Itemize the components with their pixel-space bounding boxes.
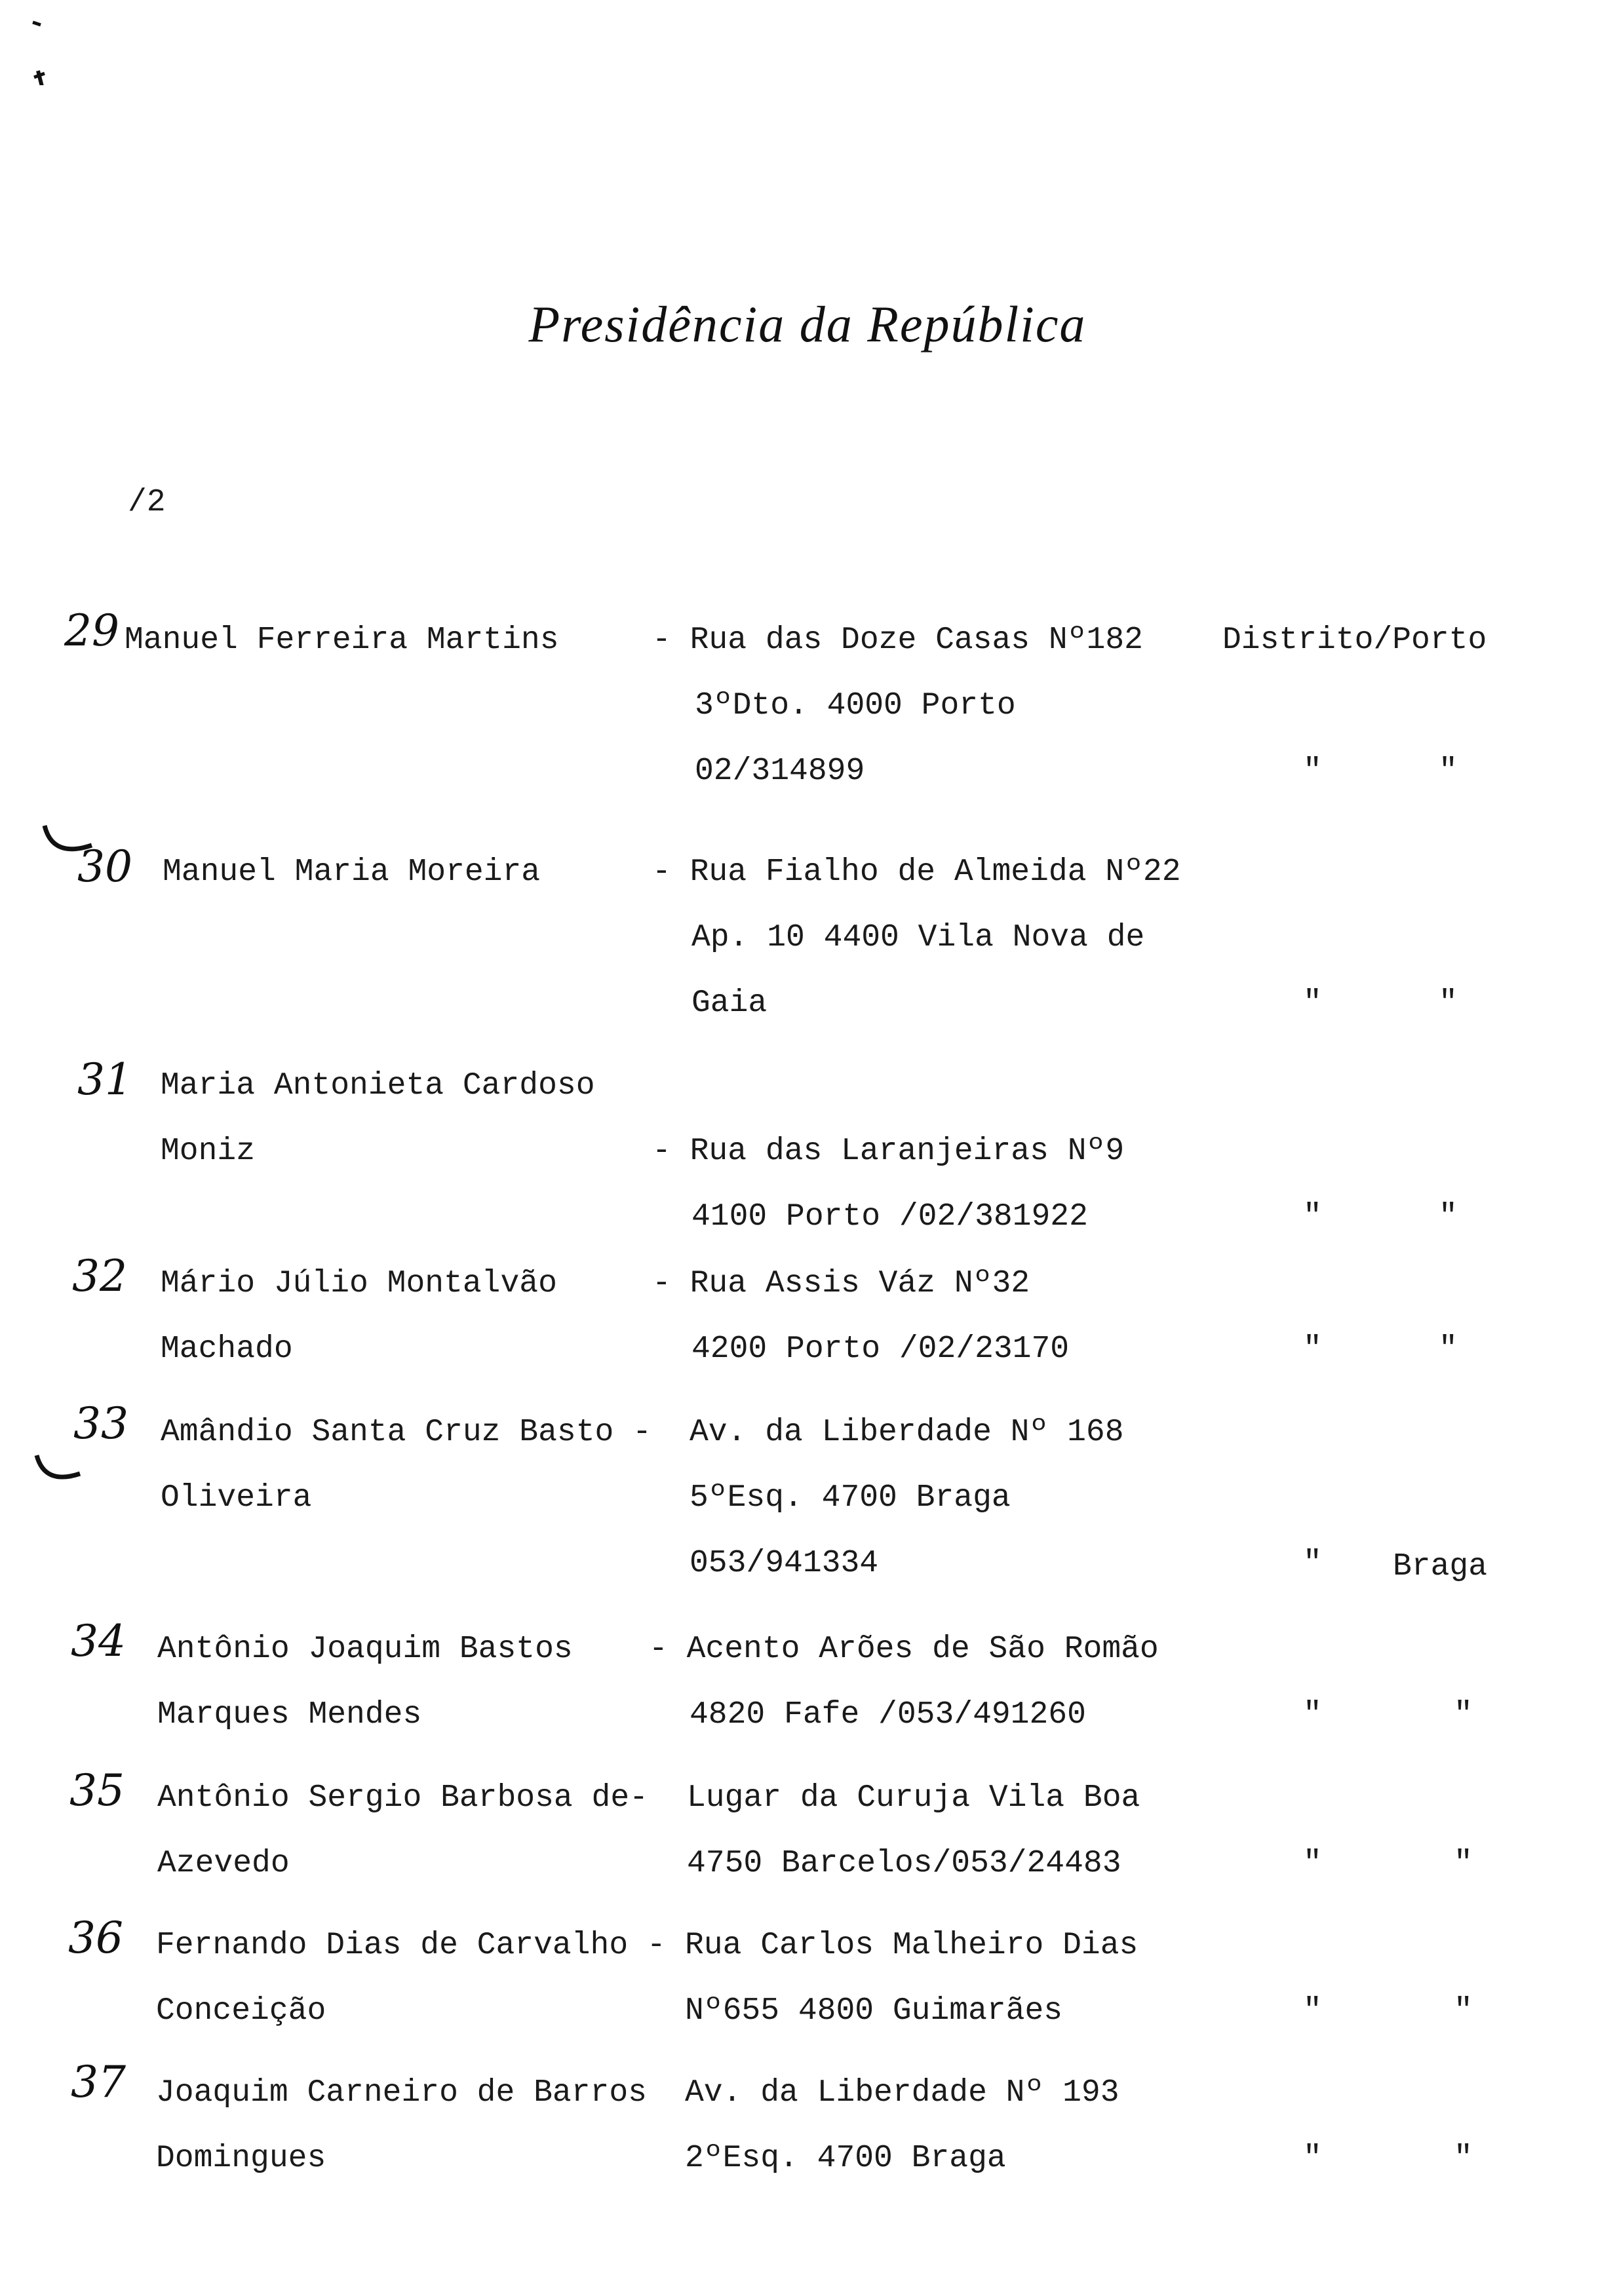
- ditto-mark: ": [1439, 1199, 1458, 1234]
- ditto-mark: ": [1303, 1993, 1322, 2029]
- entry-address-line: - Rua Fialho de Almeida Nº22: [652, 854, 1181, 890]
- entry-address-line: 4820 Fafe /053/491260: [690, 1697, 1086, 1732]
- page-number: /2: [128, 485, 166, 520]
- ditto-mark: ": [1303, 1331, 1322, 1367]
- entry-name-line: Mário Júlio Montalvão: [161, 1266, 557, 1301]
- entry-district: Braga: [1393, 1549, 1488, 1584]
- entry-number: 32: [72, 1251, 127, 1301]
- entry-name-line: Marques Mendes: [157, 1697, 422, 1732]
- entry-address-line: - Rua Assis Váz Nº32: [652, 1266, 1030, 1301]
- entry-address-line: - Rua das Doze Casas Nº182: [652, 622, 1143, 658]
- ditto-mark: ": [1439, 985, 1458, 1021]
- letterhead-title: Presidência da República: [528, 296, 1087, 353]
- entry-address-line: 5ºEsq. 4700 Braga: [690, 1480, 1011, 1516]
- ditto-mark: ": [1303, 1546, 1322, 1581]
- ditto-mark: ": [1303, 2141, 1322, 2176]
- checkmark-icon: [33, 1445, 85, 1491]
- entry-name-line: Manuel Maria Moreira: [163, 854, 541, 890]
- ditto-mark: ": [1439, 1331, 1458, 1367]
- entry-name-line: Antônio Sergio Barbosa de-: [157, 1780, 648, 1816]
- ditto-mark: ": [1303, 1199, 1322, 1234]
- entry-address-line: Ap. 10 4400 Vila Nova de: [691, 920, 1145, 955]
- entry-address-line: 4100 Porto /02/381922: [691, 1199, 1088, 1234]
- entry-name-line: Machado: [161, 1331, 293, 1367]
- entry-name-line: Joaquim Carneiro de Barros: [156, 2075, 647, 2111]
- entry-address-line: Av. da Liberdade Nº 193: [685, 2075, 1119, 2111]
- corner-pen-marks: [26, 13, 66, 85]
- entry-address-line: - Acento Arões de São Romão: [649, 1632, 1159, 1667]
- entry-number: 33: [73, 1398, 128, 1449]
- entry-address-line: 4750 Barcelos/053/24483: [687, 1846, 1121, 1881]
- ditto-mark: ": [1454, 2141, 1473, 2176]
- entry-address-line: - Rua das Laranjeiras Nº9: [652, 1134, 1125, 1169]
- entry-address-line: 2ºEsq. 4700 Braga: [685, 2141, 1006, 2176]
- entry-name-line: Moniz: [161, 1134, 256, 1169]
- entry-address-line: Rua Carlos Malheiro Dias: [685, 1928, 1138, 1963]
- entry-address-line: Av. da Liberdade Nº 168: [690, 1415, 1124, 1450]
- ditto-mark: ": [1439, 754, 1458, 789]
- entry-number: 36: [68, 1913, 123, 1963]
- entry-address-line: 02/314899: [695, 754, 865, 789]
- entry-number: 30: [77, 841, 132, 892]
- entry-address-line: Gaia: [691, 985, 768, 1021]
- entry-address-line: 4200 Porto /02/23170: [691, 1331, 1070, 1367]
- entry-address-line: 053/941334: [690, 1546, 879, 1581]
- entry-address-line: Lugar da Curuja Vila Boa: [687, 1780, 1140, 1816]
- entry-name-line: Manuel Ferreira Martins: [125, 622, 559, 658]
- entry-number: 35: [69, 1765, 125, 1816]
- ditto-mark: ": [1454, 1993, 1473, 2029]
- entry-district: Distrito/Porto: [1222, 622, 1487, 658]
- entry-name-line: Fernando Dias de Carvalho -: [156, 1928, 666, 1963]
- entry-name-line: Domingues: [156, 2141, 326, 2176]
- entry-address-line: Nº655 4800 Guimarães: [685, 1993, 1063, 2029]
- entry-number: 34: [71, 1616, 126, 1666]
- entry-name-line: Amândio Santa Cruz Basto -: [161, 1415, 652, 1450]
- entry-number: 29: [64, 605, 119, 656]
- ditto-mark: ": [1303, 1697, 1322, 1732]
- entry-name-line: Maria Antonieta Cardoso: [161, 1068, 595, 1103]
- entry-number: 31: [77, 1054, 132, 1105]
- entry-name-line: Antônio Joaquim Bastos: [157, 1632, 573, 1667]
- entry-name-line: Oliveira: [161, 1480, 312, 1516]
- entry-address-line: 3ºDto. 4000 Porto: [695, 688, 1016, 723]
- ditto-mark: ": [1454, 1846, 1473, 1881]
- entry-name-line: Azevedo: [157, 1846, 290, 1881]
- ditto-mark: ": [1303, 985, 1322, 1021]
- ditto-mark: ": [1303, 1846, 1322, 1881]
- entry-number: 37: [71, 2057, 126, 2107]
- entry-name-line: Conceição: [156, 1993, 326, 2029]
- ditto-mark: ": [1303, 754, 1322, 789]
- ditto-mark: ": [1454, 1697, 1473, 1732]
